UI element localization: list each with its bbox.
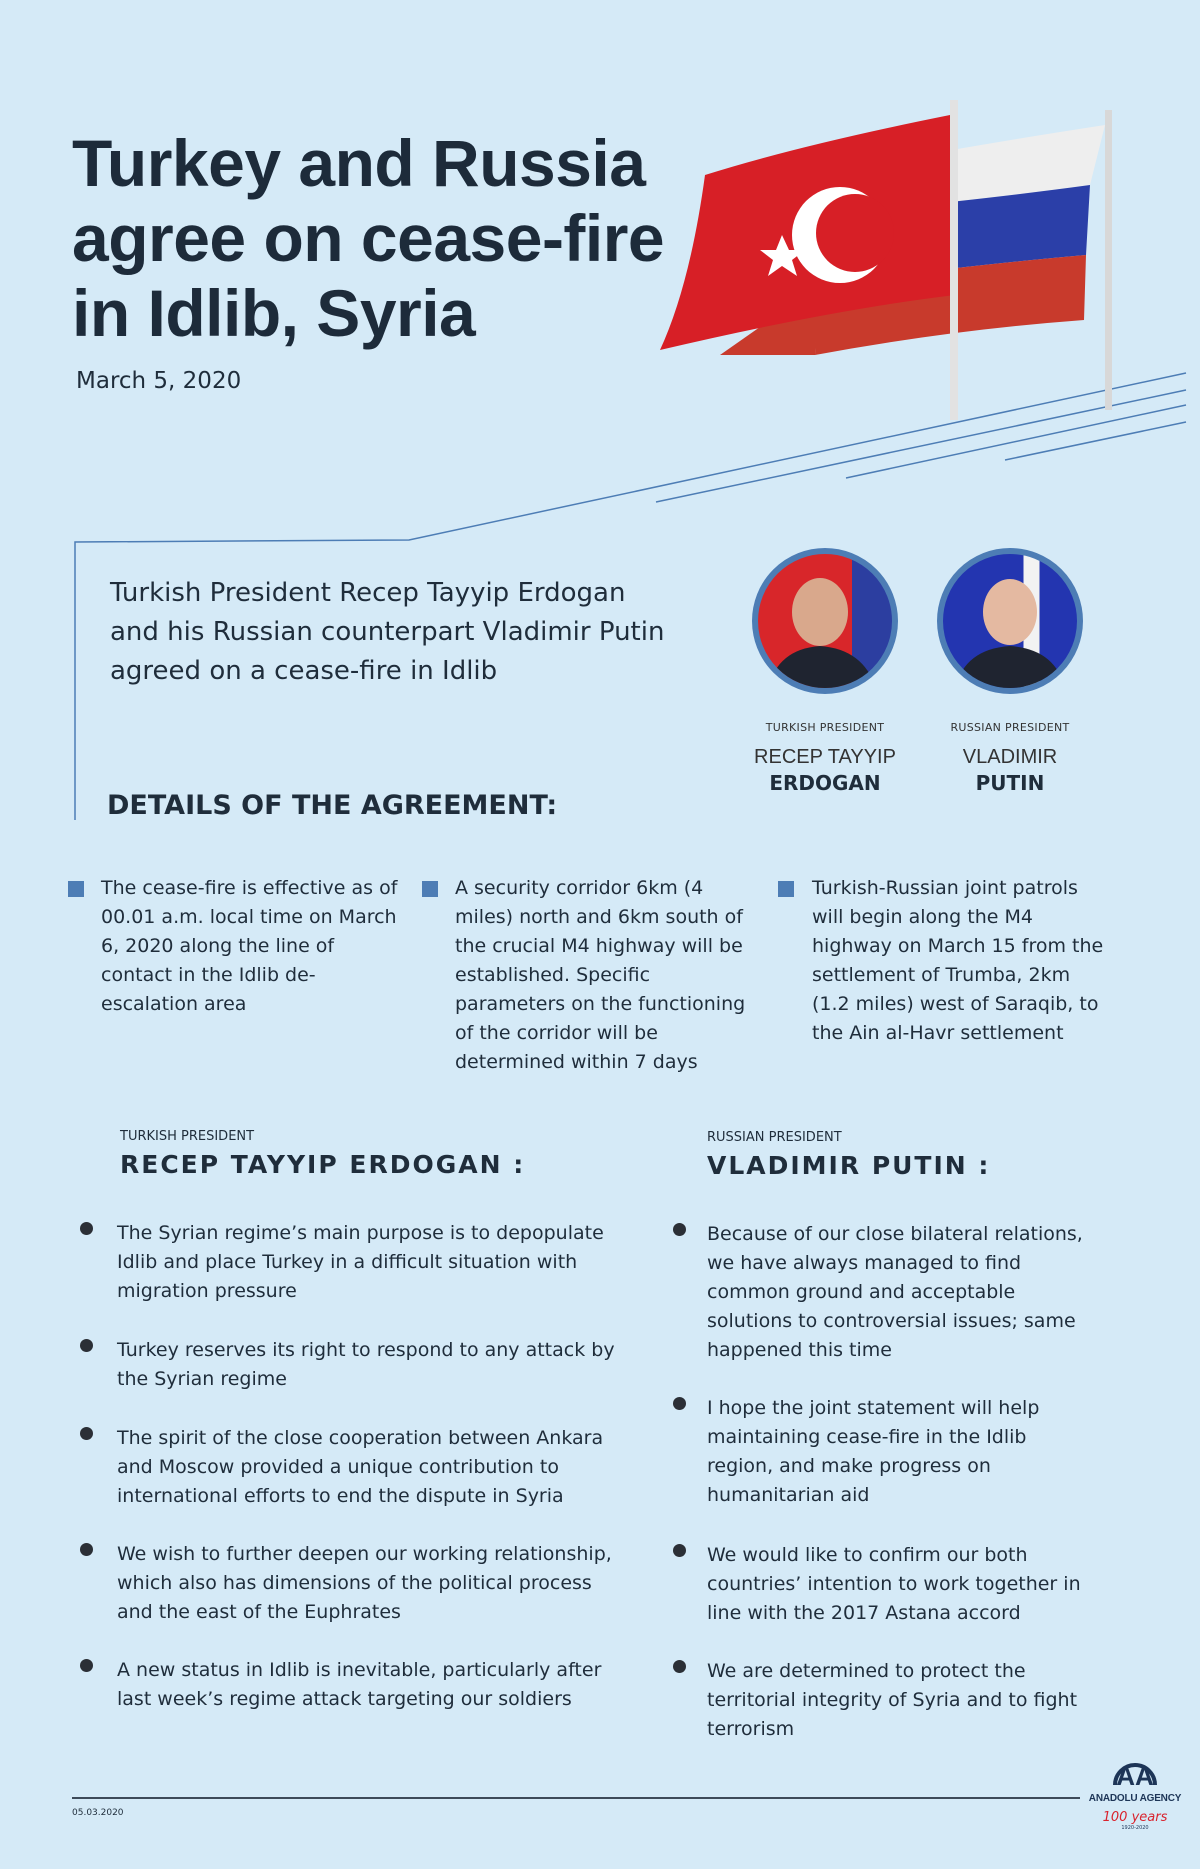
- bullet-square-icon: [68, 881, 84, 897]
- intro-text: Turkish President Recep Tayyip Erdogan and his Russian counterpart Vladimir Putin agreed on a cease-fire in Idlib: [110, 578, 665, 686]
- putin-role: RUSSIAN PRESIDENT: [707, 1130, 842, 1145]
- last-name: PUTIN: [975, 771, 1045, 795]
- detail-item: Turkish-Russian joint patrols will begin along the M4 highway on March 15 from the settlement of Trumba, 2km (1.2 miles) west of Saraqib, to the Ain al-Havr settlement: [812, 877, 1104, 1044]
- footer-date: 05.03.2020: [72, 1808, 124, 1818]
- anadolu-agency-logo: [1085, 1745, 1185, 1831]
- anniversary-range: 1920-2020: [1121, 1825, 1149, 1831]
- detail-item: A security corridor 6km (4 miles) north and 6km south of the crucial M4 highway will be established. Specific parameters on the functioning of the corridor will be determined within 7 days: [455, 877, 746, 1073]
- putin-portrait: [937, 548, 1083, 694]
- detail-item: The cease-fire is effective as of 00.01 a.m. local time on March 6, 2020 along the line of contact in the Idlib de-escalation area: [101, 877, 398, 1015]
- role-label: RUSSIAN PRESIDENT: [950, 721, 1070, 734]
- first-name: RECEP TAYYIP: [754, 746, 896, 768]
- date: March 5, 2020: [76, 368, 242, 394]
- svg-text:AA: AA: [1116, 1761, 1154, 1787]
- bullet-dot-icon: [80, 1659, 93, 1672]
- flagpole: [950, 100, 958, 420]
- role-label: TURKISH PRESIDENT: [765, 721, 885, 734]
- erdogan-portrait: [752, 548, 898, 694]
- bullet-dot-icon: [673, 1223, 686, 1236]
- putin-nameplate: [910, 721, 1110, 795]
- person-silhouette-icon: [943, 554, 1077, 688]
- bullet-dot-icon: [673, 1660, 686, 1673]
- page-title: Turkey and Russia agree on cease-fire in Idlib, Syria: [72, 126, 665, 350]
- erdogan-nameplate: [725, 721, 925, 795]
- erdogan-quote: A new status in Idlib is inevitable, particularly after last week’s regime attack targeting our soldiers: [117, 1659, 602, 1710]
- last-name: ERDOGAN: [769, 771, 881, 795]
- flags-illustration: [650, 95, 1130, 425]
- aa-logo-icon: [1110, 1745, 1160, 1787]
- putin-quote: Because of our close bilateral relations, we have always managed to find common ground and acceptable solutions to controversial issues; same happened this time: [707, 1223, 1083, 1361]
- bullet-dot-icon: [673, 1544, 686, 1557]
- bullet-dot-icon: [80, 1222, 93, 1235]
- bullet-dot-icon: [80, 1427, 93, 1440]
- erdogan-quote: We wish to further deepen our working relationship, which also has dimensions of the political process and the east of the Euphrates: [117, 1543, 612, 1623]
- bullet-dot-icon: [80, 1339, 93, 1352]
- flagpole: [1105, 110, 1112, 410]
- logo-text: ANADOLU AGENCY: [1088, 1793, 1182, 1804]
- bullet-square-icon: [778, 881, 794, 897]
- anniversary-text: 100 years: [1102, 1810, 1168, 1825]
- putin-heading: VLADIMIR PUTIN :: [707, 1151, 991, 1180]
- bullet-square-icon: [422, 881, 438, 897]
- putin-quote: We would like to confirm our both countries’ intention to work together in line with the 2017 Astana accord: [707, 1544, 1081, 1624]
- details-heading: DETAILS OF THE AGREEMENT:: [107, 790, 558, 821]
- erdogan-quote: The spirit of the close cooperation between Ankara and Moscow provided a unique contribution to international efforts to end the dispute in Syria: [117, 1427, 604, 1507]
- erdogan-quote: Turkey reserves its right to respond to any attack by the Syrian regime: [117, 1339, 615, 1390]
- putin-quote: I hope the joint statement will help maintaining cease-fire in the Idlib region, and make progress on humanitarian aid: [707, 1397, 1040, 1506]
- bullet-dot-icon: [673, 1397, 686, 1410]
- erdogan-role: TURKISH PRESIDENT: [120, 1129, 255, 1144]
- footer-divider: [72, 1797, 1080, 1799]
- erdogan-quote: The Syrian regime’s main purpose is to depopulate Idlib and place Turkey in a difficult situation with migration pressure: [117, 1222, 604, 1302]
- bullet-dot-icon: [80, 1543, 93, 1556]
- first-name: VLADIMIR: [962, 746, 1058, 768]
- putin-quote: We are determined to protect the territorial integrity of Syria and to fight terrorism: [707, 1660, 1078, 1740]
- erdogan-heading: RECEP TAYYIP ERDOGAN :: [120, 1150, 526, 1179]
- person-silhouette-icon: [758, 554, 892, 688]
